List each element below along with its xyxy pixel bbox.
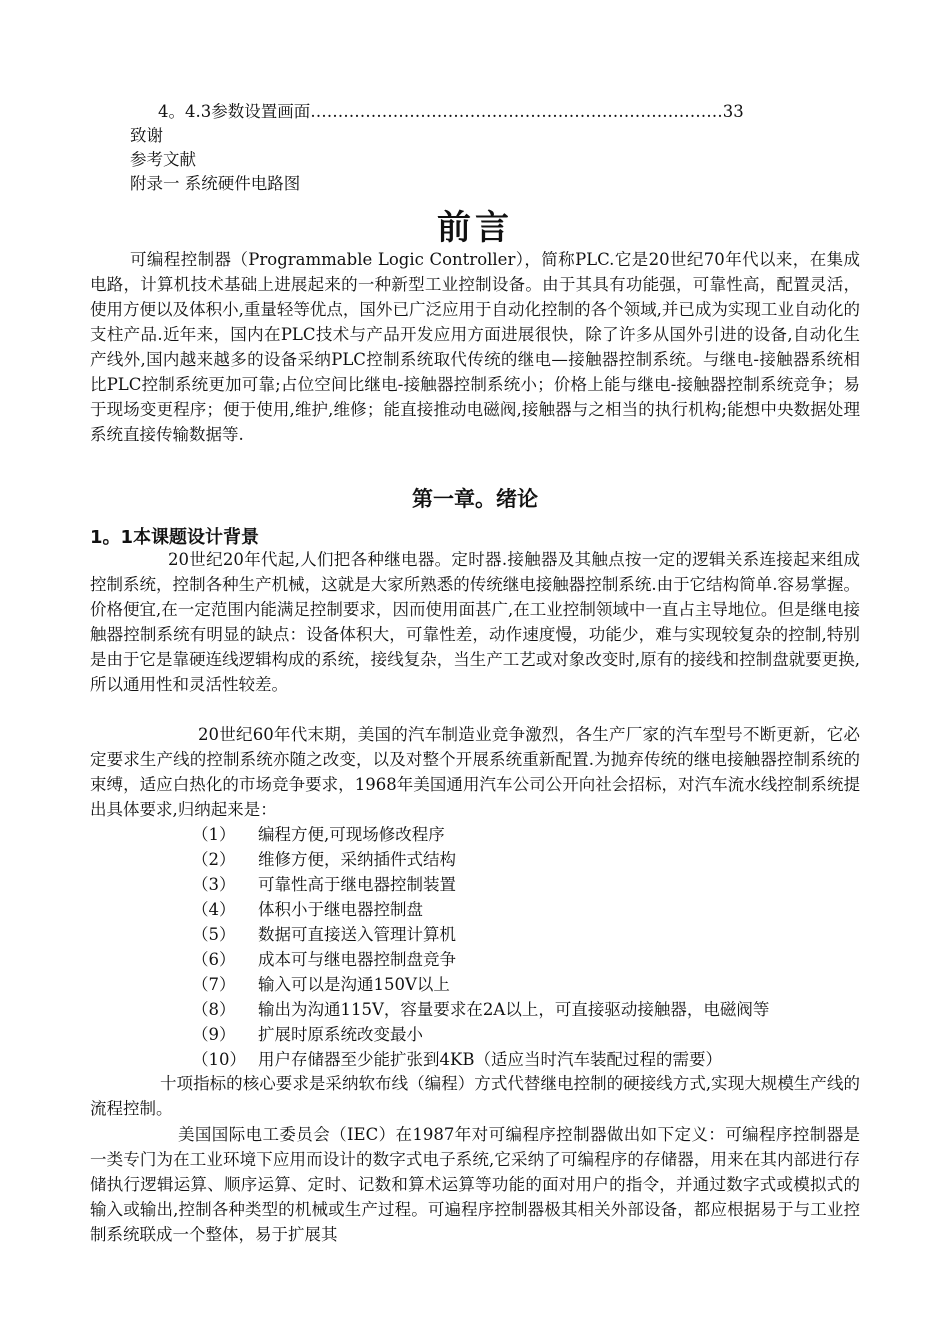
toc-entry-4-4-3[interactable] bbox=[130, 100, 850, 124]
list-item bbox=[192, 1047, 872, 1072]
list-item-number: （1） bbox=[192, 825, 236, 844]
list-item bbox=[192, 822, 872, 847]
list-item bbox=[192, 897, 872, 922]
list-item-number: （8） bbox=[192, 1000, 236, 1019]
paragraph-2: 20世纪60年代末期，美国的汽车制造业竞争激烈，各生产厂家的汽车型号不断更新，它必定要求生产线的控制系统亦随之改变，以及对整个开展系统重新配置.为抛弃传统的继电接触器控制系统的束缚，适应白热化的市场竞争要求，1968年美国通用汽车公司公开向社会招标，对汽车流水线控制系统提出具体要求,归纳起来是： bbox=[90, 725, 860, 819]
list-item-number: （2） bbox=[192, 850, 236, 869]
list-item-text: 可靠性高于继电器控制装置 bbox=[258, 875, 456, 894]
list-item-number: （5） bbox=[192, 925, 236, 944]
list-item-text: 输出为沟通115V，容量要求在2A以上，可直接驱动接触器，电磁阀等 bbox=[258, 1000, 770, 1019]
list-item bbox=[192, 872, 872, 897]
list-item bbox=[192, 922, 872, 947]
section-title: 1。1本课题设计背景 bbox=[90, 527, 260, 548]
list-item-number: （10） bbox=[192, 1050, 246, 1069]
list-item bbox=[192, 1022, 872, 1047]
toc-entry-appendix-1[interactable]: 附录一 系统硬件电路图 bbox=[130, 174, 301, 193]
list-item-number: （6） bbox=[192, 950, 236, 969]
list-item-number: （7） bbox=[192, 975, 236, 994]
list-item-number: （3） bbox=[192, 875, 236, 894]
toc-entry-references[interactable]: 参考文献 bbox=[130, 150, 196, 169]
list-item-text: 体积小于继电器控制盘 bbox=[258, 900, 423, 919]
section-paragraph-3 bbox=[90, 1071, 860, 1121]
paragraph-1: 20世纪20年代起,人们把各种继电器。定时器.接触器及其触点按一定的逻辑关系连接起来组成控制系统，控制各种生产机械，这就是大家所熟悉的传统继电接触器控制系统.由于它结构简单.容易掌握。价格便宜,在一定范围内能满足控制要求，因而使用面甚广,在工业控制领域中一直占主导地位。但是继电接触器控制系统有明显的缺点：设备体积大，可靠性差，动作速度慢，功能少，难与实现较复杂的控制,特别是由于它是靠硬连线逻辑构成的系统，接线复杂，当生产工艺或对象改变时,原有的接线和控制盘就要更换,所以通用性和灵活性较差。 bbox=[90, 550, 860, 694]
list-item bbox=[192, 847, 872, 872]
list-item-text: 用户存储器至少能扩张到4KB（适应当时汽车装配过程的需要） bbox=[258, 1050, 722, 1069]
list-item-number: （9） bbox=[192, 1025, 236, 1044]
toc-entry-label: 4。4.3参数设置画面 bbox=[158, 102, 311, 121]
paragraph-4: 美国国际电工委员会（IEC）在1987年对可编程序控制器做出如下定义：可编程序控制器是一类专门为在工业环境下应用而设计的数字式电子系统,它采纳了可编程序的存储器，用来在其内部进行存储执行逻辑运算、顺序运算、定时、记数和算术运算等功能的面对用户的指令，并通过数字式或模拟式的输入或输出,控制各种类型的机械或生产过程。可遍程序控制器极其相关外部设备，都应根据易于与工业控制系统联成一个整体，易于扩展其 bbox=[90, 1125, 860, 1244]
list-item-text: 编程方便,可现场修改程序 bbox=[258, 825, 445, 844]
toc-page-number: 33 bbox=[722, 102, 744, 121]
table-of-contents bbox=[130, 100, 850, 196]
preface-paragraph: 可编程控制器（Programmable Logic Controller），简称PLC.它是20世纪70年代以来，在集成电路，计算机技术基础上进展起来的一种新型工业控制设备。由于其具有功能强，可靠性高，配置灵活，使用方便以及体积小,重量轻等优点，国外已广泛应用于自动化控制的各个领域,并已成为实现工业自动化的支柱产品.近年来，国内在PLC技术与产品开发应用方面进展很快，除了许多从国外引进的设备,自动化生产线外,国内越来越多的设备采纳PLC控制系统取代传统的继电—接触器控制系统。与继电-接触器系统相比PLC控制系统更加可靠;占位空间比继电-接触器控制系统小；价格上能与继电-接触器控制系统竞争；易于现场变更程序；便于使用,维护,维修；能直接推动电磁阀,接触器与之相当的执行机构;能想中央数据处理系统直接传输数据等. bbox=[90, 250, 860, 444]
list-item-text: 扩展时原系统改变最小 bbox=[258, 1025, 423, 1044]
list-item bbox=[192, 972, 872, 997]
toc-leader-dots: ………………………………………………………………… bbox=[310, 102, 723, 121]
toc-entry-thanks[interactable]: 致谢 bbox=[130, 126, 163, 145]
list-item bbox=[192, 947, 872, 972]
section-paragraph-1 bbox=[90, 547, 860, 697]
list-item-text: 维修方便，采纳插件式结构 bbox=[258, 850, 456, 869]
list-item-text: 输入可以是沟通150V以上 bbox=[258, 975, 450, 994]
paragraph-3: 十项指标的核心要求是采纳软布线（编程）方式代替继电控制的硬接线方式,实现大规模生产线的流程控制。 bbox=[90, 1074, 860, 1118]
requirements-list bbox=[192, 822, 872, 1072]
list-item-text: 数据可直接送入管理计算机 bbox=[258, 925, 456, 944]
list-item bbox=[192, 997, 872, 1022]
preface-title: 前言 bbox=[437, 208, 513, 248]
preface-body bbox=[90, 247, 860, 447]
section-paragraph-2 bbox=[90, 722, 860, 822]
list-item-text: 成本可与继电器控制盘竞争 bbox=[258, 950, 456, 969]
chapter-title: 第一章。绪论 bbox=[412, 487, 538, 511]
section-paragraph-4 bbox=[90, 1122, 860, 1247]
list-item-number: （4） bbox=[192, 900, 236, 919]
